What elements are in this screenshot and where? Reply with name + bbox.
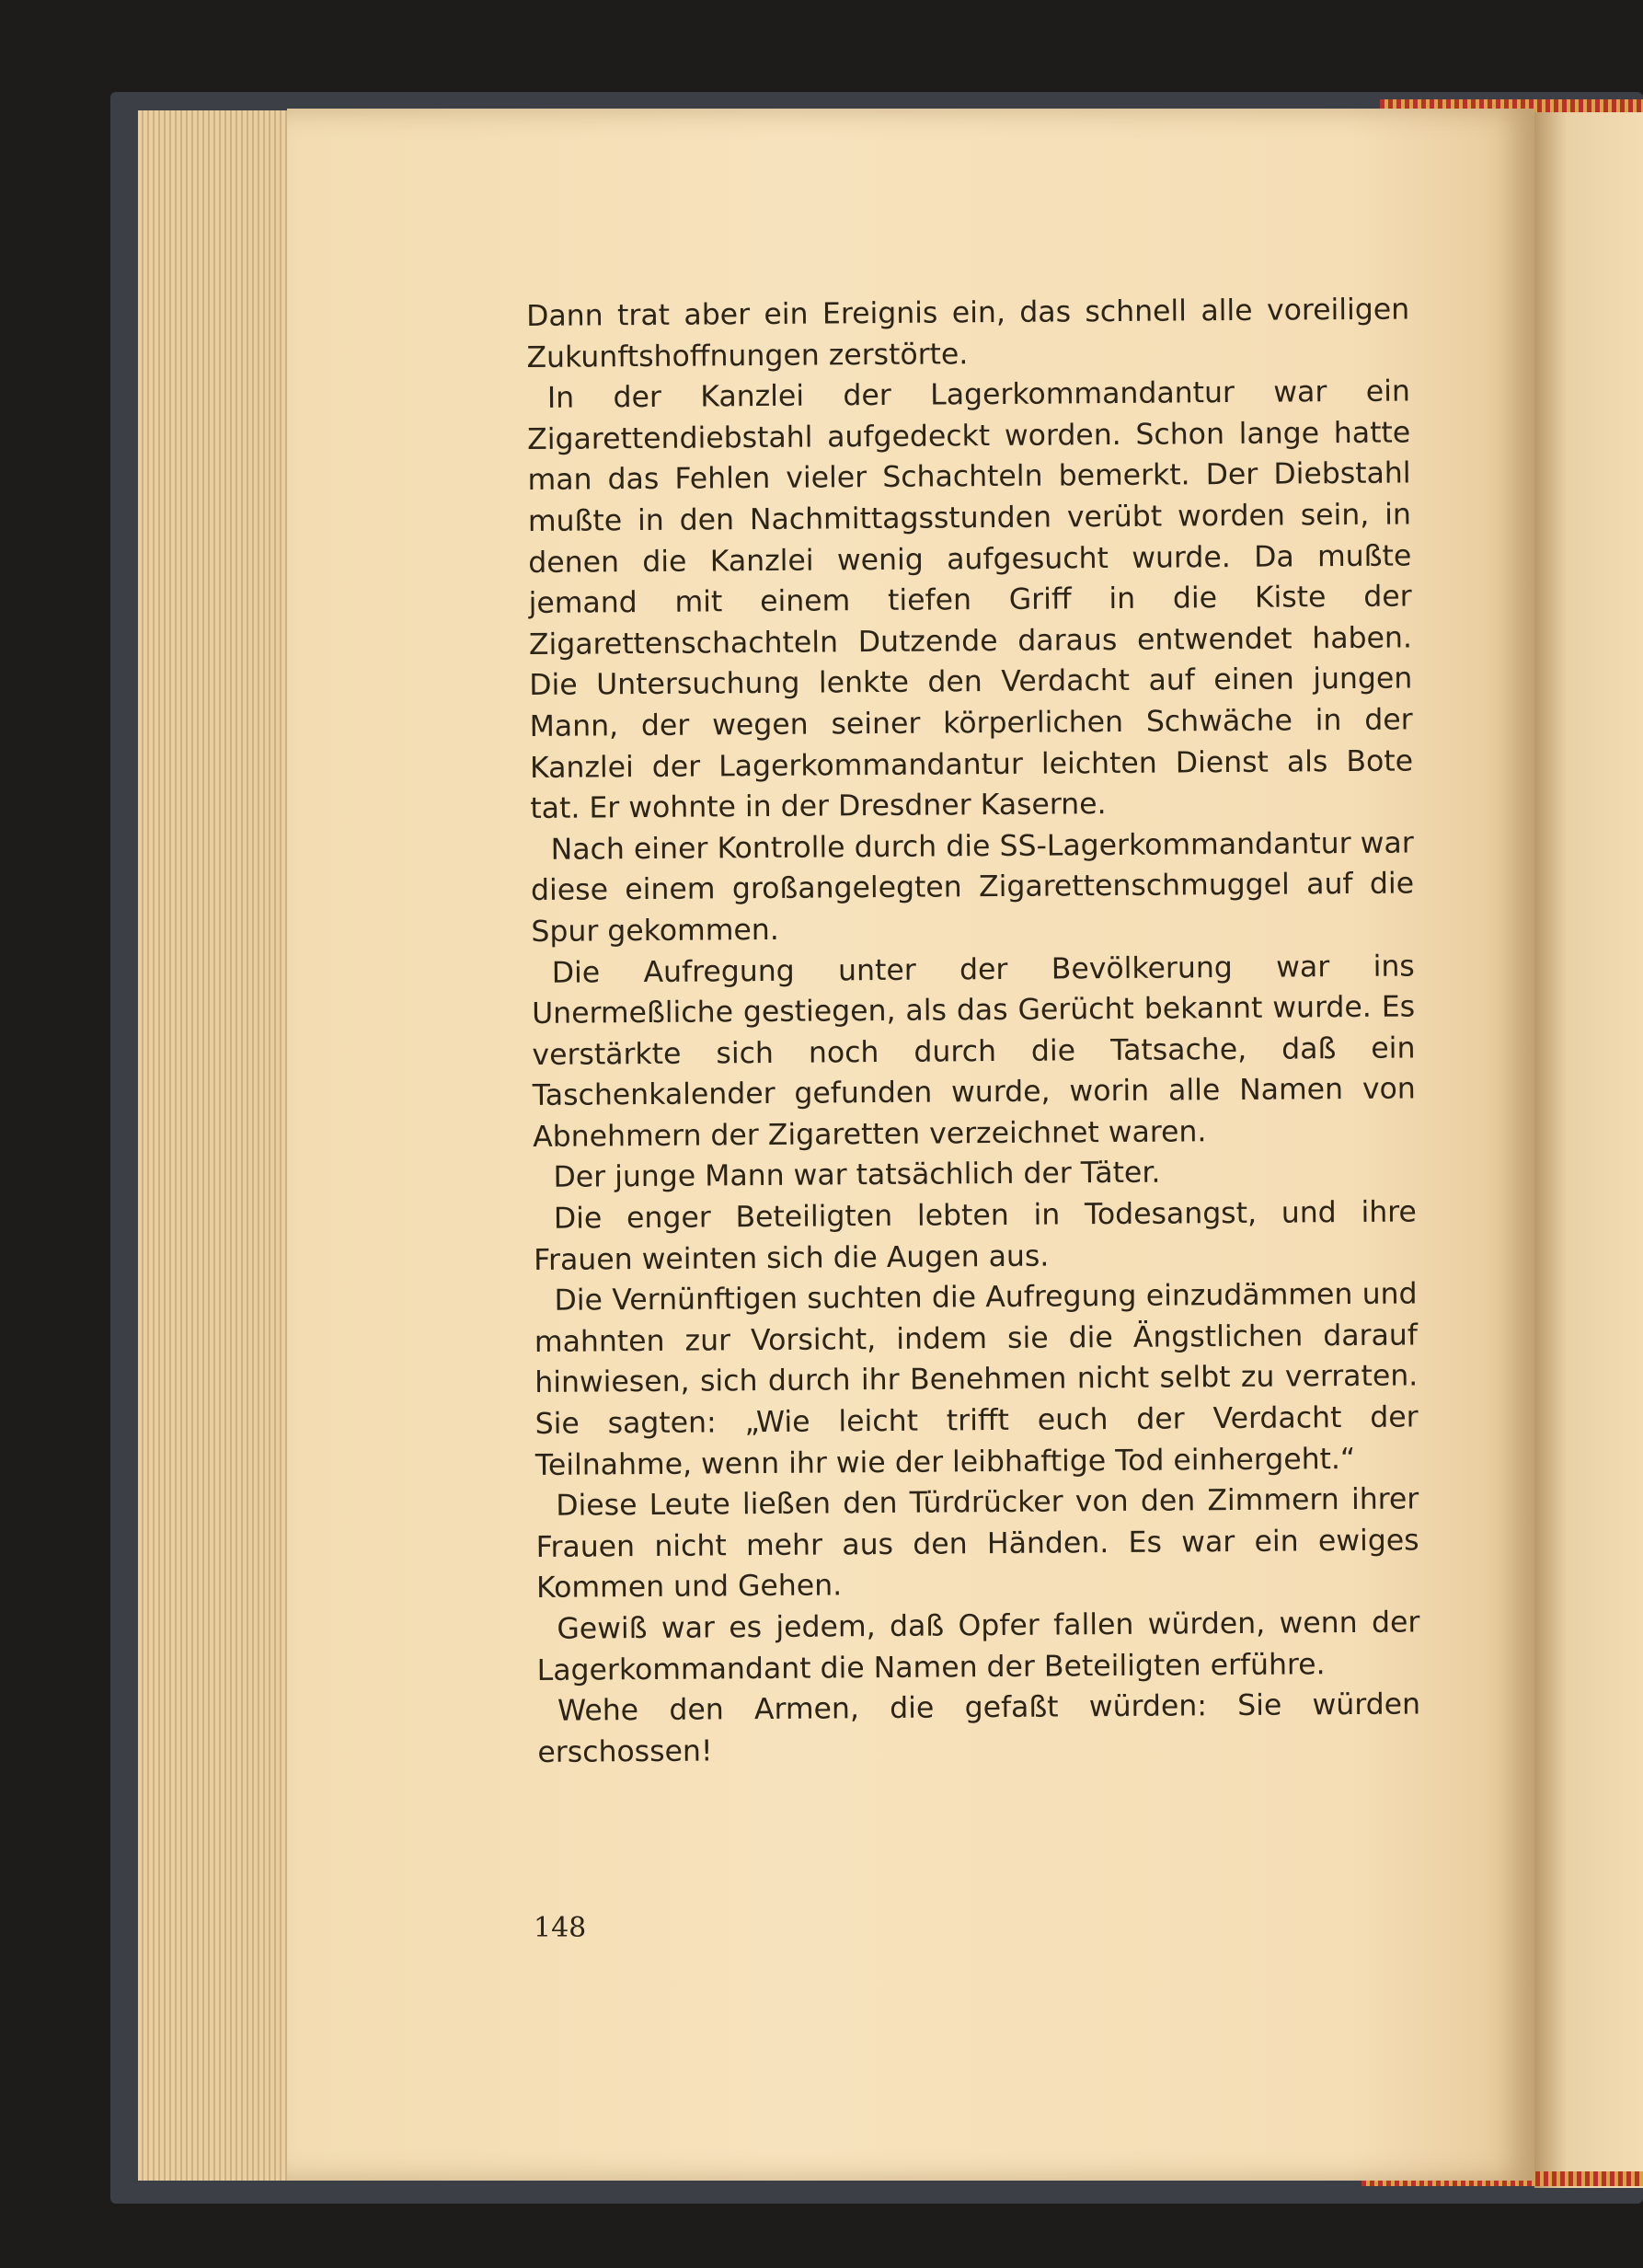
paragraph-7: Die Vernünftigen suchten die Aufregung einzudämmen und mahnten zur Vorsicht, indem sie die Ängstlichen darauf hinwiesen, sich durch ihr Benehmen nicht selbt zu verraten. Sie sagten: „Wie leicht trifft euch der Verdacht der Teilnahme, wenn ihr wie der leibhaftige Tod einhergeht.“ [534, 1277, 1419, 1482]
page-body-text [526, 289, 1421, 1773]
paragraph-3: Nach einer Kontrolle durch die SS-Lagerkommandantur war diese einem großangelegten Zigarettenschmuggel auf die Spur gekommen. [530, 826, 1415, 949]
paragraph-4: Die Aufregung unter der Bevölkerung war ins Unermeßliche gestiegen, als das Gerücht bekannt wurde. Es verstärkte sich noch durch die Tatsache, daß ein Taschenkalender gefunden wurde, worin alle Namen von Abnehmern der Zigaretten verzeichnet waren. [531, 949, 1416, 1154]
paragraph-6: Die enger Beteiligten lebten in Todesangst, und ihre Frauen weinten sich die Augen aus. [534, 1195, 1417, 1277]
paragraph-10: Wehe den Armen, die gefaßt würden: Sie würden erschossen! [537, 1687, 1421, 1769]
page-edges [138, 110, 296, 2181]
paragraph-2: In der Kanzlei der Lagerkommandantur war ein Zigarettendiebstahl aufgedeckt worden. Schon lange hatte man das Fehlen vieler Schachteln bemerkt. Der Diebstahl mußte in den Nachmittagsstunden verübt worden sein, in denen die Kanzlei wenig aufgesucht wurde. Da mußte jemand mit einem tiefen Griff in die Kiste der Zigarettenschachteln Dutzende daraus entwendet haben. Die Untersuchung lenkte den Verdacht auf einen jungen Mann, der wegen seiner körperlichen Schwäche in der Kanzlei der Lagerkommandantur leichten Dienst als Bote tat. Er wohnte in der Dresdner Kaserne. [527, 374, 1414, 826]
paragraph-1: Dann trat aber ein Ereignis ein, das schnell alle voreiligen Zukunftshoffnungen zerstörte. [526, 293, 1410, 374]
facing-page-edge [1534, 109, 1643, 2188]
paragraph-9: Gewiß war es jedem, daß Opfer fallen würden, wenn der Lagerkommandant die Namen der Beteiligten erführe. [536, 1606, 1420, 1687]
paragraph-5: Der junge Mann war tatsächlich der Täter. [553, 1157, 1161, 1195]
page-number: 148 [534, 1912, 587, 1944]
paragraph-8: Diese Leute ließen den Türdrücker von den Zimmern ihrer Frauen nicht mehr aus den Händen. Es war ein ewiges Kommen und Gehen. [535, 1482, 1419, 1606]
